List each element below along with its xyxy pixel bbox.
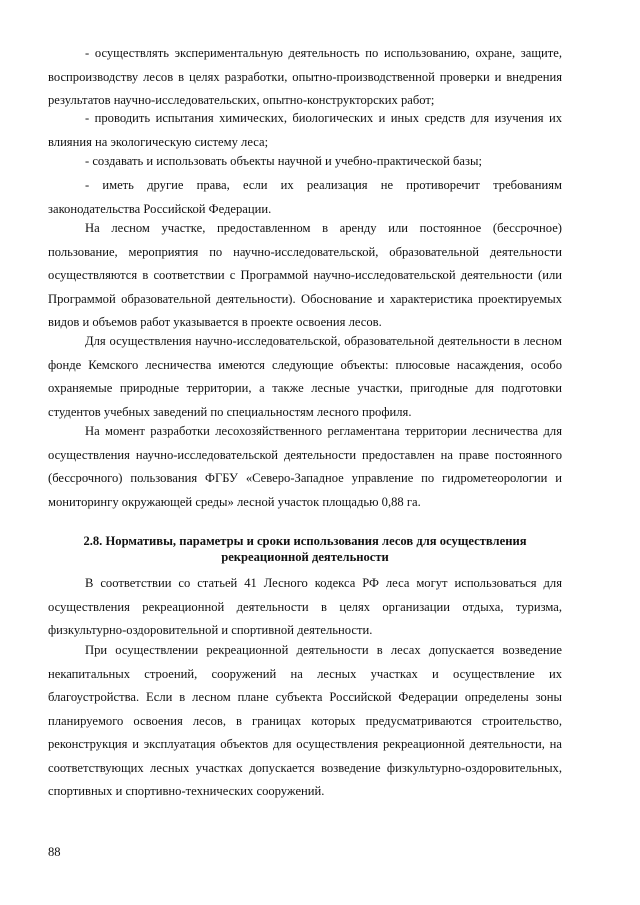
- paragraph-research-base: - создавать и использовать объекты научной и учебно-практической базы;: [85, 154, 482, 168]
- paragraph-experimental-activity: - осуществлять экспериментальную деятельность по использованию, охране, защите, воспроизводству лесов в целях разработки, опытно-производственной проверки и внедрения результатов научно-исследовательских, опытно-конструкторских работ;: [48, 46, 562, 107]
- paragraph-granted-plot: На момент разработки лесохозяйственного регламентана территории лесничества для осуществления научно-исследовательской деятельности предоставлен на праве постоянного (бессрочного) пользования ФГБУ «Северо-Западное управление по гидрометеорологии и мониторингу окружающей среды» лесной участок площадью 0,88 га.: [48, 424, 562, 509]
- paragraph-recreation-article-41: В соответствии со статьей 41 Лесного кодекса РФ леса могут использоваться для осуществления рекреационной деятельности в целях организации отдыха, туризма, физкультурно-оздоровительной и спортивной деятельности.: [48, 576, 562, 637]
- paragraph-kem-forestry-objects: Для осуществления научно-исследовательской, образовательной деятельности в лесном фонде Кемского лесничества имеются следующие объекты: плюсовые насаждения, особо охраняемые природные территории, а также лесные участки, пригодные для подготовки студентов учебных заведений по специальностям лесного профиля.: [48, 334, 562, 419]
- section-heading-line-1: 2.8. Нормативы, параметры и сроки использования лесов для осуществления: [83, 534, 527, 548]
- paragraph-other-rights: - иметь другие права, если их реализация не противоречит требованиям законодательства Российской Федерации.: [48, 178, 562, 216]
- page-number: 88: [48, 845, 61, 859]
- section-heading-line-2: рекреационной деятельности: [221, 550, 389, 564]
- paragraph-leased-plot: На лесном участке, предоставленном в аренду или постоянное (бессрочное) пользование, мероприятия по научно-исследовательской, образовательной деятельности осуществляются в соответствии с Программой научно-исследовательской деятельности (или Программой образовательной деятельности). Обоснование и характеристика проектируемых видов и объемов работ указывается в проекте освоения лесов.: [48, 221, 562, 329]
- paragraph-testing-agents: - проводить испытания химических, биологических и иных средств для изучения их влияния на экологическую систему леса;: [48, 111, 562, 149]
- paragraph-recreation-structures: При осуществлении рекреационной деятельности в лесах допускается возведение некапитальных строений, сооружений на лесных участках и осуществление их благоустройства. Если в лесном плане субъекта Российской Федерации определены зоны планируемого освоения лесов, в границах которых предусматриваются строительство, реконструкция и эксплуатация объектов для осуществления рекреационной деятельности, на соответствующих лесных участках допускается возведение физкультурно-оздоровительных, спортивных и спортивно-технических сооружений.: [48, 643, 562, 798]
- section-heading: [48, 533, 562, 565]
